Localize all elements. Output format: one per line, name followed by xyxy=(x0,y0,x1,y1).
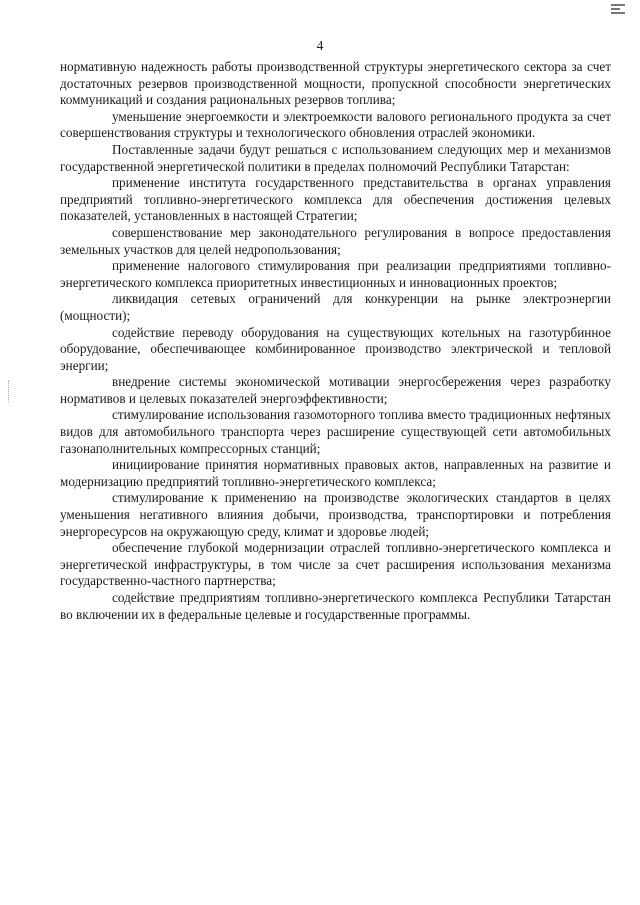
paragraph: стимулирование к применению на производстве экологических стандартов в целях уменьшения негативного влияния добычи, производства, транспортировки и потребления энергоресурсов на окружающую среду, климат и здоровье людей; xyxy=(60,490,611,539)
scan-margin-artifact xyxy=(8,380,11,402)
paragraph: содействие переводу оборудования на существующих котельных на газотурбинное оборудование, обеспечивающее комбинированное производство электрической и тепловой энергии; xyxy=(60,324,611,373)
paragraph: применение института государственного представительства в органах управления предприятий топливно-энергетического комплекса для обеспечения достижения целевых показателей, установленных в настоящей Стратегии; xyxy=(60,175,611,224)
paragraph: Поставленные задачи будут решаться с использованием следующих мер и механизмов государственной энергетической политики в пределах полномочий Республики Татарстан: xyxy=(60,141,611,174)
document-body xyxy=(60,59,611,623)
paragraph: внедрение системы экономической мотивации энергосбережения через разработку нормативов и целевых показателей энергоэффективности; xyxy=(60,374,611,406)
paragraph: уменьшение энергоемкости и электроемкости валового регионального продукта за счет совершенствования структуры и технологического обновления отраслей экономики. xyxy=(60,108,611,141)
paragraph: нормативную надежность работы производственной структуры энергетического сектора за счет достаточных резервов производственной мощности, пропускной способности энергетических коммуникаций и создания рациональных резервов топлива; xyxy=(60,59,611,108)
page-number: 4 xyxy=(316,38,324,53)
paragraph: содействие предприятиям топливно-энергетического комплекса Республики Татарстан во включении их в федеральные целевые и государственные программы. xyxy=(60,590,611,622)
paragraph: ликвидация сетевых ограничений для конкуренции на рынке электроэнергии (мощности); xyxy=(60,291,611,323)
paragraph: инициирование принятия нормативных правовых актов, направленных на развитие и модернизацию предприятий топливно-энергетического комплекса; xyxy=(60,457,611,489)
paragraph: стимулирование использования газомоторного топлива вместо традиционных нефтяных видов для автомобильного транспорта через расширение существующей сети автомобильных газонаполнительных компрессорных станций; xyxy=(60,407,611,456)
paragraph: обеспечение глубокой модернизации отраслей топливно-энергетического комплекса и энергетической инфраструктуры, в том числе за счет расширения использования механизма государственно-частного партнерства; xyxy=(60,540,611,589)
paragraph: совершенствование мер законодательного регулирования в вопросе предоставления земельных участков для целей недропользования; xyxy=(60,224,611,257)
scan-corner-mark xyxy=(611,4,626,16)
paragraph: применение налогового стимулирования при реализации предприятиями топливно-энергетического комплекса приоритетных инвестиционных и инновационных проектов; xyxy=(60,258,611,290)
